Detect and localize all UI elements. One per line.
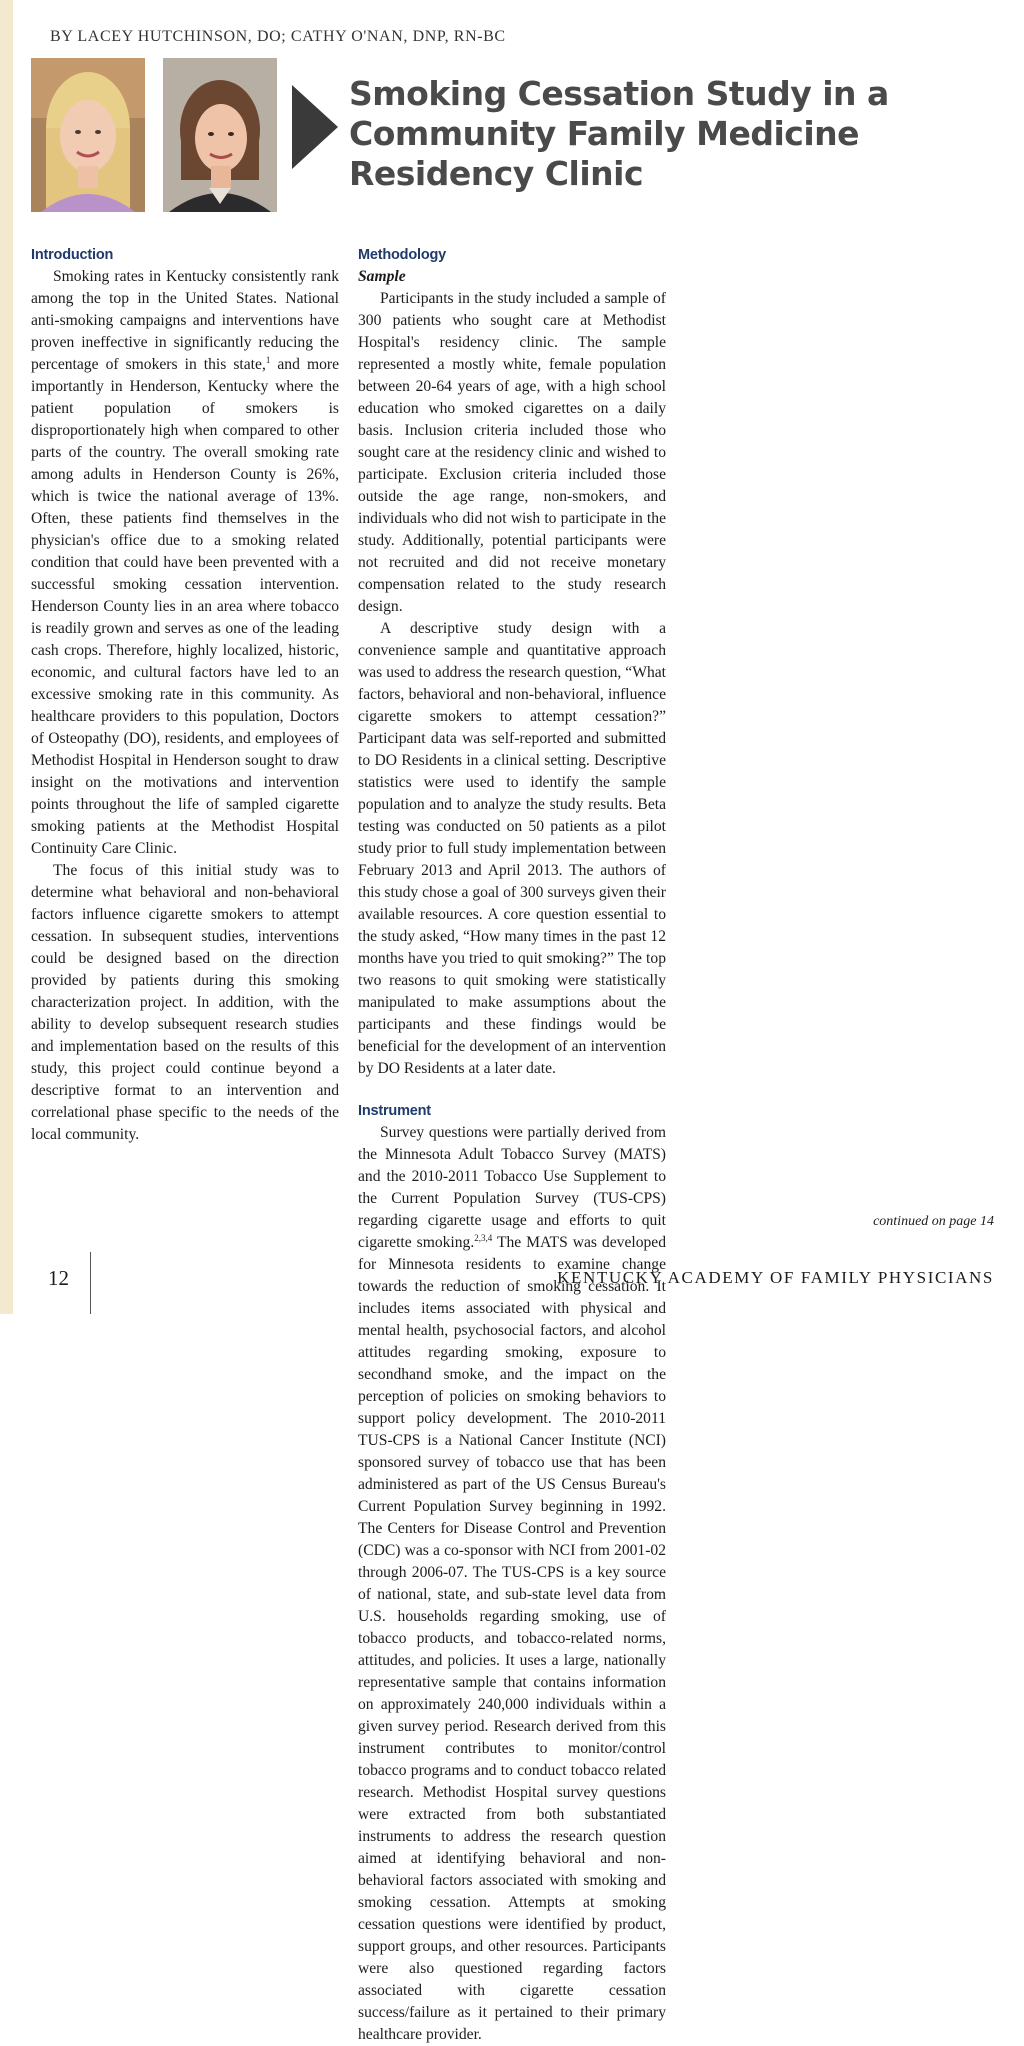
intro-p1-text-cont: and more importantly in Henderson, Kentucky where the patient population of smokers is disproportionately high when compared to other parts of the country. The overall smoking rate among adults in Henderson County is 26%, which is twice the national average of 13%. Often, these patients find themselves in the physician's office due to a smoking related condition that could have been prevented with a successful smoking cessation intervention. Henderson County lies in an area where tobacco is readily grown and serves as one of the leading cash crops. Therefore, highly localized, historic, economic, and cultural factors have led to an excessive smoking rate in this community. As healthcare providers to this population, Doctors of Osteopathy (DO), residents, and employees of Methodist Hospital in Henderson sought to draw insight on the motivations and intervention points throughout the life of sampled cigarette smoking patients at the Methodist Hospital Continuity Care Clinic.: [31, 356, 339, 857]
methodology-heading: Methodology: [358, 247, 447, 263]
instrument-paragraph-1: [358, 1122, 666, 2046]
footer-divider: [90, 1252, 91, 1314]
reference-superscript: 1: [265, 354, 271, 365]
introduction-paragraph-1: [31, 266, 339, 860]
left-margin-strip: [0, 0, 13, 1314]
author-photo-2: [163, 58, 277, 212]
continued-note: continued on page 14: [873, 1214, 994, 1229]
publication-name: KENTUCKY ACADEMY OF FAMILY PHYSICIANS: [557, 1268, 994, 1287]
introduction-heading: Introduction: [31, 247, 114, 263]
intro-p1-text: Smoking rates in Kentucky consistently rank among the top in the United States. National anti-smoking campaigns and interventions have proven ineffective in significantly reducing the percentage of smokers in this state,: [31, 268, 339, 373]
methodology-paragraph-2: A descriptive study design with a convenience sample and quantitative approach was used to address the research question, “What factors, behavioral and non-behavioral, influence cigarette smokers to attempt cessation?” Participant data was self-reported and submitted to DO Residents in a clinical setting. Descriptive statistics were used to identify the sample population and to analyze the study results. Beta testing was conducted on 50 patients as a pilot study prior to full study implementation between February 2013 and April 2013. The authors of this study chose a goal of 300 surveys given their available resources. A core question essential to the study asked, “How many times in the past 12 months have you tried to quit smoking?” The top two reasons to quit smoking were statistically manipulated to make assumptions about the participants and these findings would be beneficial for the development of an intervention by DO Residents at a later date.: [358, 620, 666, 1077]
article-title: Smoking Cessation Study in a Community Family Medicine Residency Clinic: [349, 74, 889, 193]
sample-subheading: Sample: [358, 268, 406, 285]
instrument-heading: Instrument: [358, 1103, 431, 1119]
instrument-p1-text-cont: The MATS was developed for Minnesota residents to examine change towards the reduction of smoking cessation. It includes items associated with physical and mental health, psychosocial factors, and alcohol attitudes regarding smoking, exposure to secondhand smoke, and the impact on the perception of policies on smoking behaviors to support policy development. The 2010-2011 TUS-CPS is a National Cancer Institute (NCI) sponsored survey of tobacco use that has been administered as part of the US Census Bureau's Current Population Survey beginning in 1992. The Centers for Disease Control and Prevention (CDC) was a co-sponsor with NCI from 2001-02 through 2006-07. The TUS-CPS is a key source of national, state, and sub-state level data from U.S. households regarding smoking, use of tobacco products, and tobacco-related norms, attitudes, and policies. It uses a large, nationally representative sample that contains information on approximately 240,000 individuals within a given survey period. Research derived from this instrument contributes to monitor/control tobacco programs and to conduct tobacco related research. Methodist Hospital survey questions were extracted from both substantiated instruments to address the research question aimed at identifying behavioral and non-behavioral factors associated with smoking and smoking cessation. Attempts at smoking cessation questions were identified by product, support groups, and other resources. Participants were also questioned regarding factors associated with cigarette cessation success/failure as it pertained to their primary healthcare provider.: [358, 1234, 667, 2043]
instrument-p1-text: Survey questions were partially derived from the Minnesota Adult Tobacco Survey (MATS) and the 2010-2011 Tobacco Use Supplement to the Current Population Survey (TUS-CPS) regarding cigarette usage and efforts to quit cigarette smoking.: [358, 1124, 666, 1251]
reference-superscript: 2,3,4: [474, 1232, 493, 1243]
page-number: 12: [48, 1266, 69, 1290]
introduction-paragraph-2: The focus of this initial study was to determine what behavioral and non-behavioral factors influence cigarette smokers to attempt cessation. In subsequent studies, interventions could be designed based on the direction provided by patients during this smoking characterization project. In addition, with the ability to develop subsequent research studies and implementation based on the results of this study, this project could continue beyond a descriptive format to an intervention and correlational phase specific to the needs of the local community.: [31, 862, 339, 1143]
column-1: [31, 244, 339, 1146]
author-photo-1: [31, 58, 145, 212]
methodology-paragraph-1: Participants in the study included a sample of 300 patients who sought care at Methodist Hospital's residency clinic. The sample represented a mostly white, female population between 20-64 years of age, with a high school education who smoked cigarettes on a daily basis. Inclusion criteria included those who sought care at the residency clinic and wished to participate. Exclusion criteria included those outside the age range, non-smokers, and individuals who did not wish to participate in the study. Additionally, potential participants were not recruited and did not receive monetary compensation related to the study research design.: [358, 290, 666, 615]
author-byline: BY LACEY HUTCHINSON, DO; CATHY O'NAN, DNP, RN-BC: [50, 28, 506, 45]
title-arrow-icon: [292, 85, 338, 169]
column-2: [358, 244, 666, 2046]
